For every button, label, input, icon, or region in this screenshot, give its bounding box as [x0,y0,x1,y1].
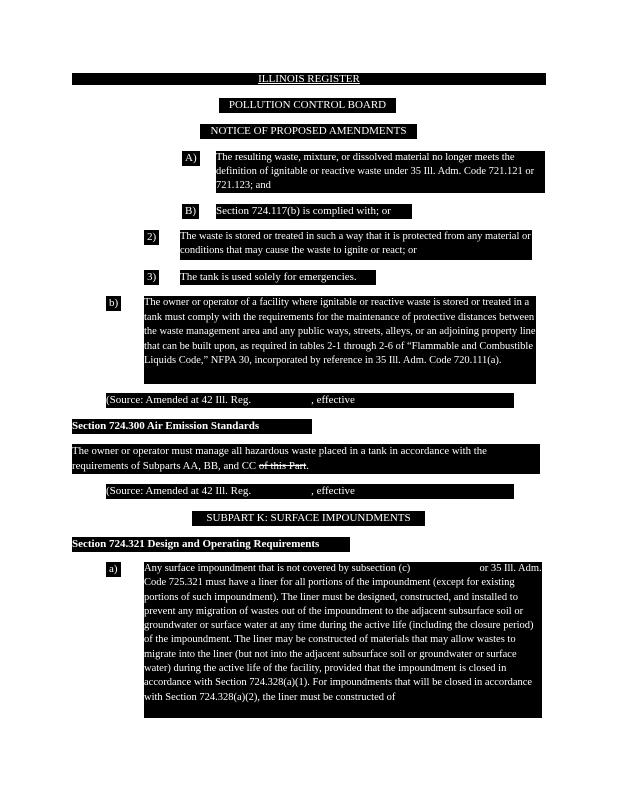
item-b-text: The owner or operator of a facility where ignitable or reactive waste is stored or treated in a tank must comply with the requirements for the maintenance of protective distances between the waste management area and any public ways, streets, alleys, or an adjoining property line that can be built upon, as required in tables 2-1 through 2-6 of “Flammable and Combustible Liquids Code,” NFPA 30, incorporated by reference in 35 Ill. Adm. Code 720.111(a). [144,296,536,384]
section-724-300-text [72,444,540,474]
source-note-1 [106,393,531,408]
section-724-321-a-label: a) [106,562,121,577]
section-724-300-struck: of this Part [258,460,307,472]
item-2-label: 2) [144,230,159,245]
source-2-suffix: ) [526,485,531,497]
board-title: POLLUTION CONTROL BOARD [219,98,396,113]
source-1-mid: , effective [311,394,355,406]
item-3-text: The tank is used solely for emergencies. [180,270,376,285]
source-note-2 [106,484,531,499]
notice-title: NOTICE OF PROPOSED AMENDMENTS [200,124,417,139]
item-3-label: 3) [144,270,159,285]
source-2-prefix: (Source: Amended at 42 Ill. Reg. [106,485,252,497]
item-B-text: Section 724.117(b) is complied with; or [216,204,412,219]
register-header-bar [72,73,546,85]
section-724-300-main: The owner or operator must manage all hazardous waste placed in a tank in accordance with the requirements of Subparts AA, BB, and CC [72,445,487,472]
item-b-label: b) [106,296,121,311]
item-A-text: The resulting waste, mixture, or dissolved material no longer meets the definition of ignitable or reactive waste under 35 Ill. Adm. Code 721.121 or 721.123; and [216,151,545,193]
item-B-label: B) [182,204,199,219]
item-A-label: A) [182,151,200,166]
section-724-321-heading: Section 724.321 Design and Operating Requirements [72,537,350,552]
section-724-321-a-line1-end: or [479,563,489,574]
register-title: ILLINOIS REGISTER [258,73,360,85]
source-1-suffix: ) [526,394,531,406]
section-724-321-a-text [144,562,542,718]
item-2-text: The waste is stored or treated in such a way that it is protected from any material or conditions that may cause the waste to ignite or react; or [180,230,532,260]
section-724-321-a-rest: 35 Ill. Adm. Code 725.321 must have a liner for all portions of the impoundment (except for existing portions of such impoundment). The liner must be designed, constructed, and installed to prevent any migration of wastes out of the impoundment to the adjacent subsurface soil or groundwater or surface water at any time during the active life (including the closure period) of the impoundment. The liner may be constructed of materials that may allow wastes to migrate into the liner (but not into the adjacent subsurface soil or groundwater or surface water) during the active life of the facility, provided that the impoundment is closed in accordance with Section 724.328(a)(1). For impoundments that will be closed in accordance with Section 724.328(a)(2), the liner must be constructed of [144,563,542,703]
source-2-mid: , effective [311,485,355,497]
section-724-300-end: . [306,460,309,472]
section-724-300-heading: Section 724.300 Air Emission Standards [72,419,312,434]
subpart-heading: SUBPART K: SURFACE IMPOUNDMENTS [192,511,425,526]
source-1-prefix: (Source: Amended at 42 Ill. Reg. [106,394,252,406]
section-724-321-a-line1: Any surface impoundment that is not covered by subsection (c) [144,563,411,574]
